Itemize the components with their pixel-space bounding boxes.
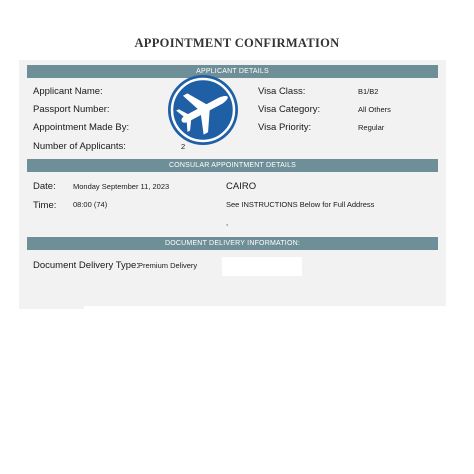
visa-class-label: Visa Class: <box>258 86 306 97</box>
address-extra: , <box>226 218 229 227</box>
airplane-logo-icon <box>167 74 239 146</box>
consulate-location: CAIRO <box>226 181 257 192</box>
document-delivery-header: DOCUMENT DELIVERY INFORMATION: <box>27 237 438 250</box>
time-label: Time: <box>33 200 57 211</box>
number-of-applicants-label: Number of Applicants: <box>33 141 126 152</box>
visa-priority-label: Visa Priority: <box>258 122 312 133</box>
time-value: 08:00 (74) <box>73 200 108 209</box>
visa-category-value: All Others <box>358 105 391 114</box>
visa-class-value: B1/B2 <box>358 87 379 96</box>
visa-category-label: Visa Category: <box>258 104 321 115</box>
date-label: Date: <box>33 181 56 192</box>
number-of-applicants-value: 2 <box>181 142 186 151</box>
applicant-name-label: Applicant Name: <box>33 86 103 97</box>
address-instructions-note: See INSTRUCTIONS Below for Full Address <box>226 200 375 209</box>
delivery-type-label: Document Delivery Type: <box>33 260 139 271</box>
applicant-details-header: APPLICANT DETAILS <box>27 65 438 78</box>
visa-priority-value: Regular <box>358 123 385 132</box>
passport-number-label: Passport Number: <box>33 104 110 115</box>
redacted-block <box>222 257 302 276</box>
consular-appointment-header: CONSULAR APPOINTMENT DETAILS <box>27 159 438 172</box>
page-title: APPOINTMENT CONFIRMATION <box>134 36 340 50</box>
delivery-type-value: Premium Delivery <box>138 261 198 270</box>
card-bottom-tab <box>19 297 84 309</box>
date-value: Monday September 11, 2023 <box>73 182 170 191</box>
appointment-made-by-label: Appointment Made By: <box>33 122 130 133</box>
